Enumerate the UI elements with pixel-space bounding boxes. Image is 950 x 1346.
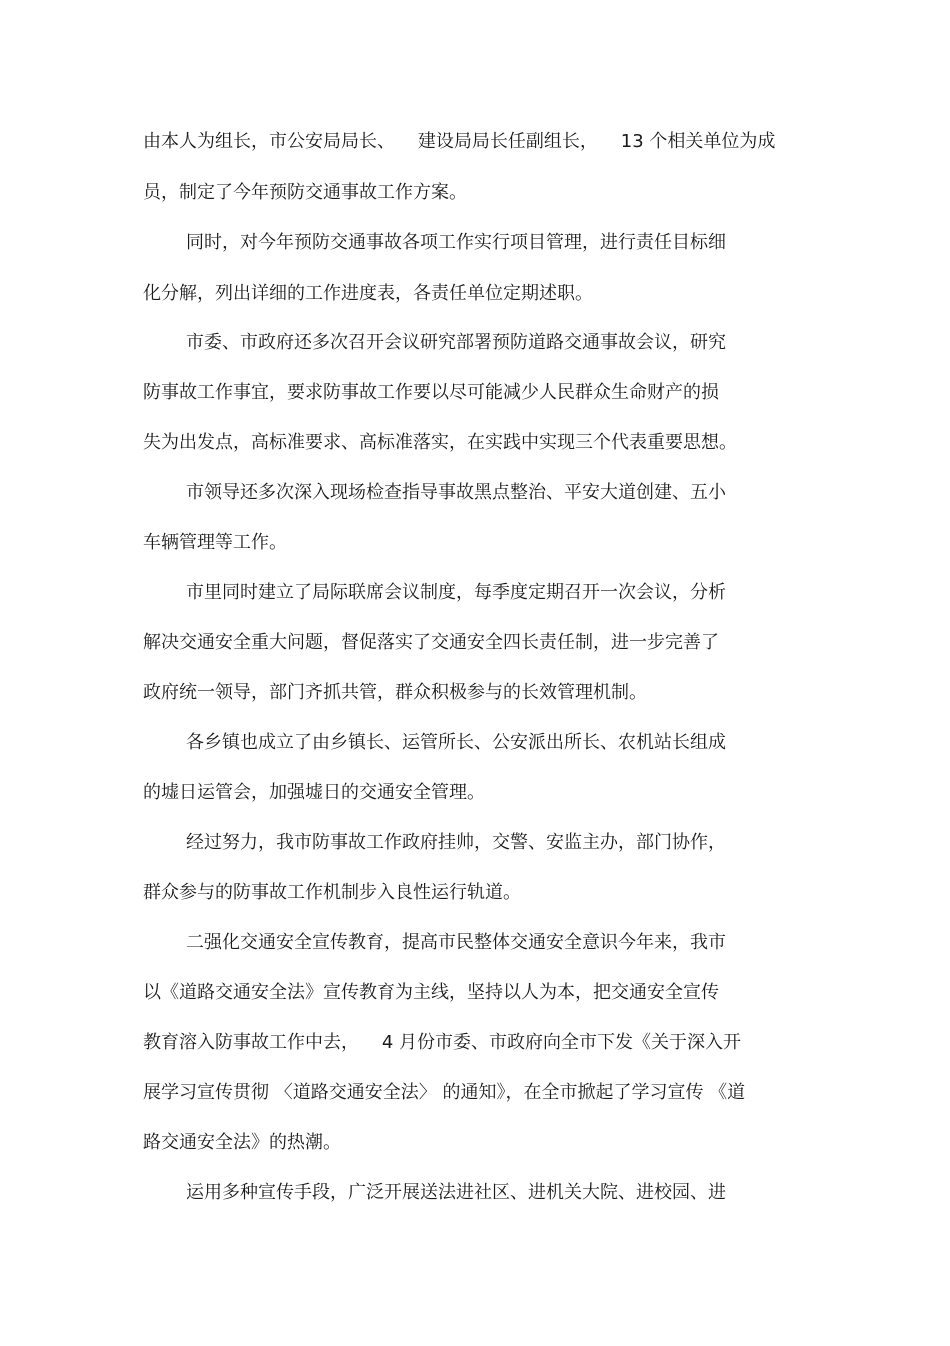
text-line-14: 的墟日运管会，加强墟日的交通安全管理。 [143,782,485,803]
text-line-3: 同时，对今年预防交通事故各项工作实行项目管理，进行责任目标细 [186,232,726,253]
text-line-22: 运用多种宣传手段，广泛开展送法进社区、进机关大院、进校园、进 [186,1182,726,1203]
text-line-21: 路交通安全法》的热潮。 [143,1132,341,1153]
text-line-8: 市领导还多次深入现场检查指导事故黑点整治、平安大道创建、五小 [186,482,726,503]
text-line-13: 各乡镇也成立了由乡镇长、运管所长、公安派出所长、农机站长组成 [186,732,726,753]
text-line-4: 化分解，列出详细的工作进度表，各责任单位定期述职。 [143,283,593,304]
text-line-9: 车辆管理等工作。 [143,532,287,553]
text-line-15: 经过努力，我市防事故工作政府挂帅，交警、安监主办，部门协作， [186,832,726,853]
text-line-10: 市里同时建立了局际联席会议制度，每季度定期召开一次会议，分析 [186,582,726,603]
text-line-5: 市委、市政府还多次召开会议研究部署预防道路交通事故会议，研究 [186,332,726,353]
text-line-1: 由本人为组长，市公安局局长、 建设局局长任副组长， 13 个相关单位为成 [143,131,776,152]
text-line-7: 失为出发点，高标准要求、高标准落实，在实践中实现三个代表重要思想。 [143,432,737,453]
text-line-18: 以《道路交通安全法》宣传教育为主线，坚持以人为本，把交通安全宣传 [143,982,719,1003]
text-line-19: 教育溶入防事故工作中去， 4 月份市委、市政府向全市下发《关于深入开 [143,1032,742,1053]
text-line-16: 群众参与的防事故工作机制步入良性运行轨道。 [143,882,521,903]
text-line-17: 二强化交通安全宣传教育，提高市民整体交通安全意识今年来，我市 [186,932,726,953]
text-line-6: 防事故工作事宜，要求防事故工作要以尽可能减少人民群众生命财产的损 [143,382,719,403]
text-line-20: 展学习宣传贯彻 〈道路交通安全法〉 的通知》，在全市掀起了学习宣传 《道 [143,1082,746,1103]
text-line-11: 解决交通安全重大问题，督促落实了交通安全四长责任制，进一步完善了 [143,632,719,653]
text-line-2: 员，制定了今年预防交通事故工作方案。 [143,182,467,203]
text-line-12: 政府统一领导，部门齐抓共管，群众积极参与的长效管理机制。 [143,682,647,703]
